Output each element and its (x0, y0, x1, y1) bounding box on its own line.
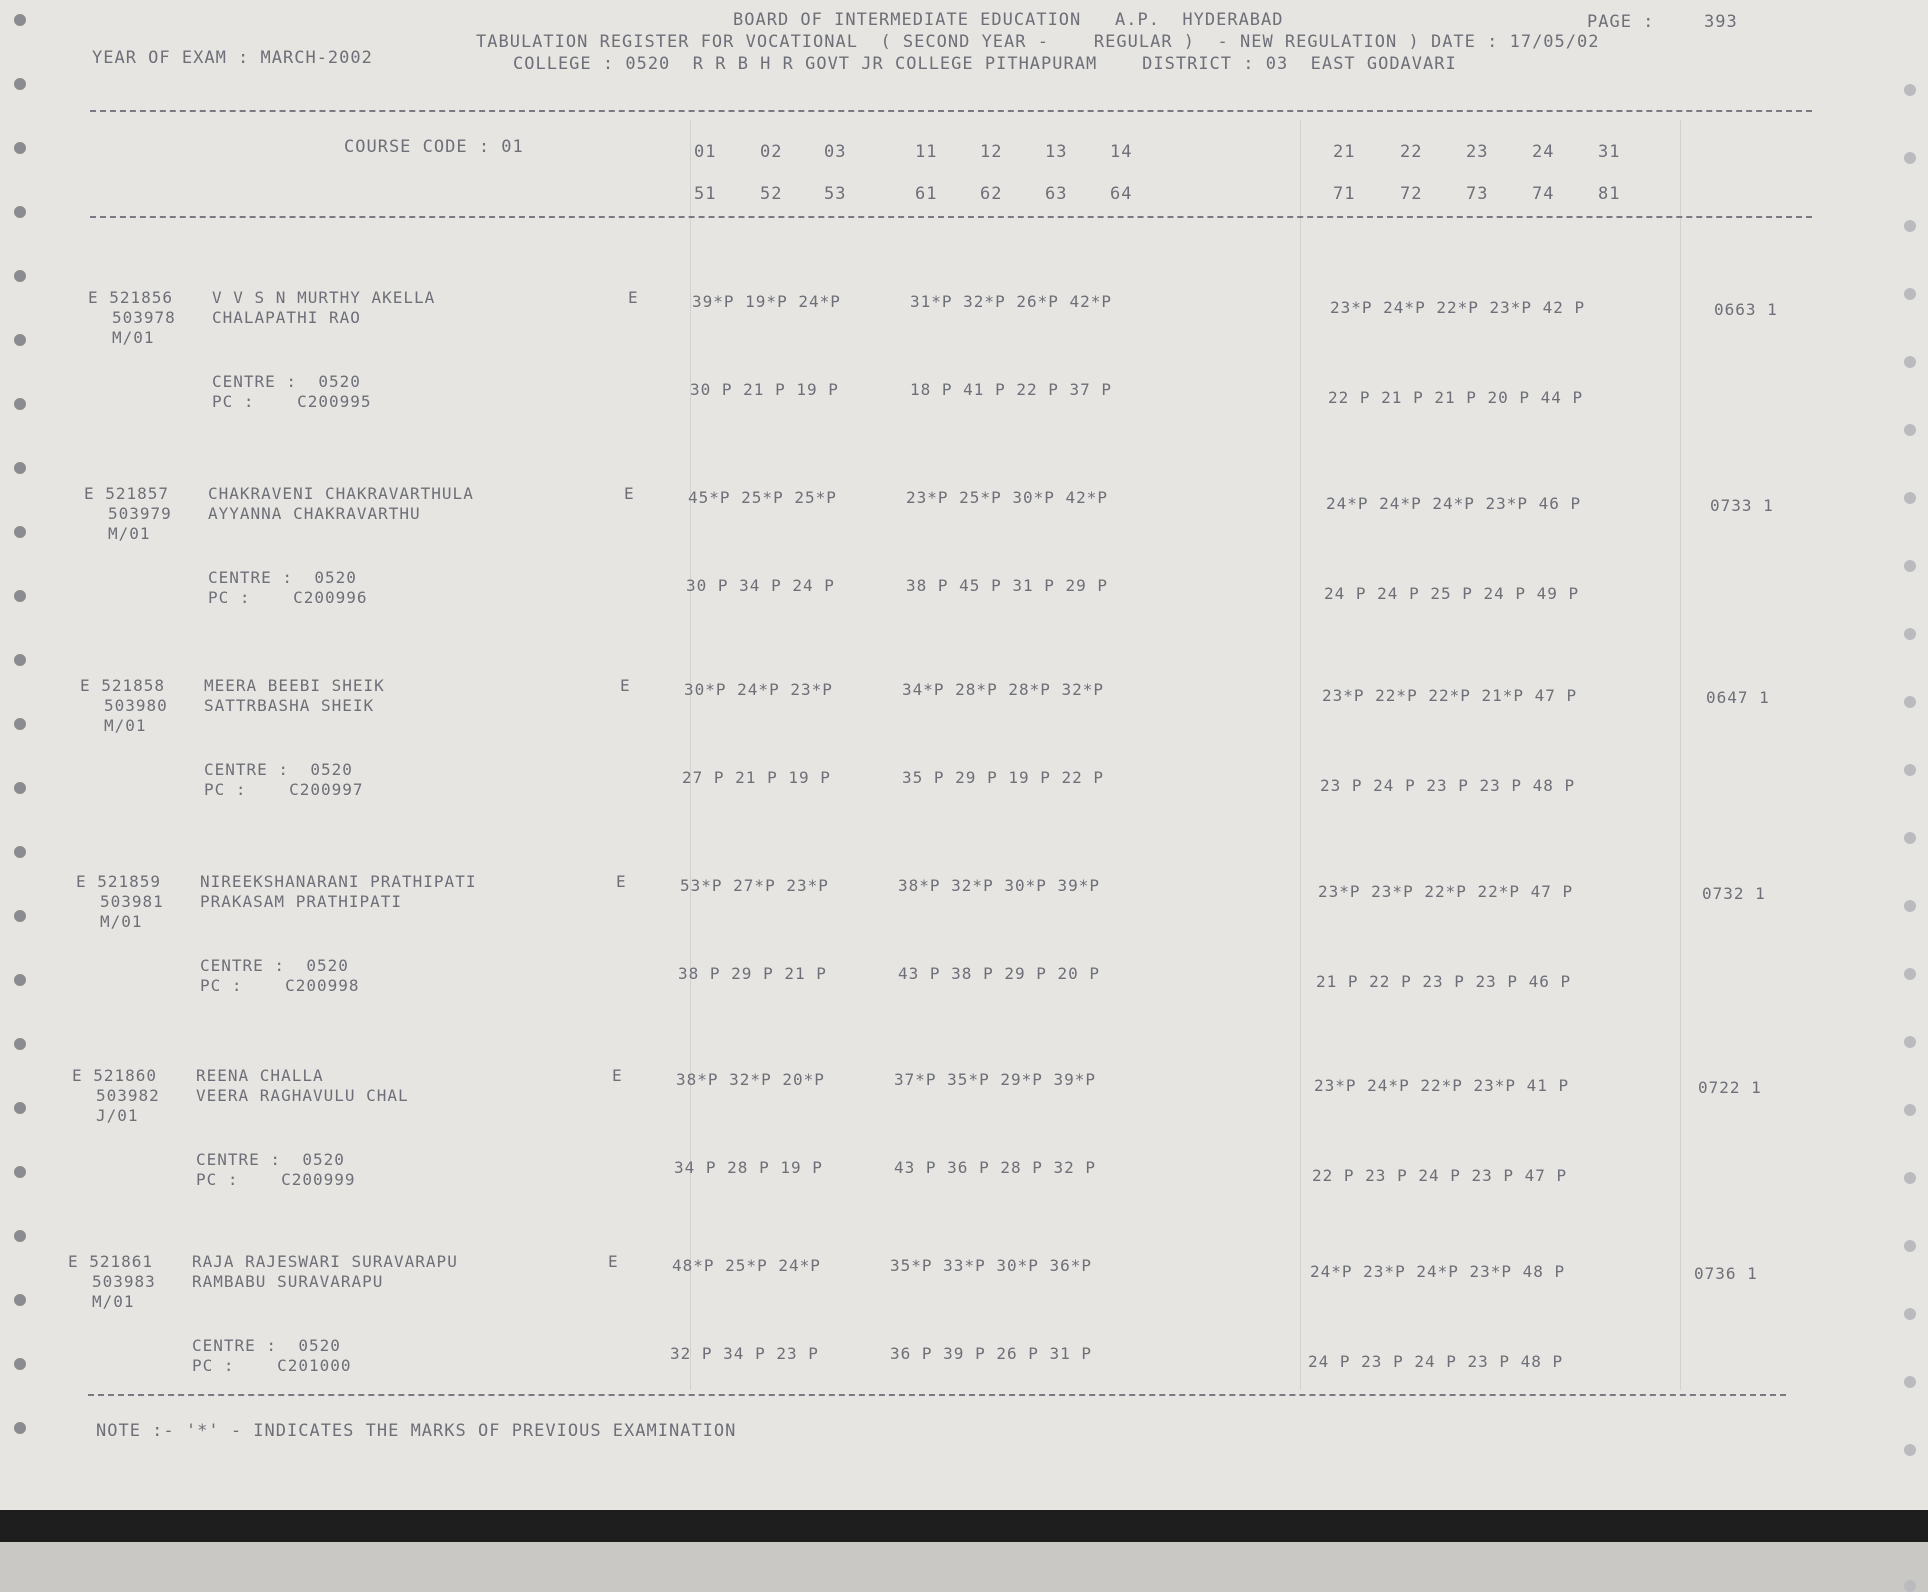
father-name: RAMBABU SURAVARAPU (192, 1272, 384, 1291)
course-code: 74 (1532, 184, 1555, 204)
marks-group-3-row-1: 23*P 24*P 22*P 23*P 42 P (1330, 298, 1586, 317)
feed-hole (1904, 628, 1916, 640)
year-of-exam: YEAR OF EXAM : MARCH-2002 (92, 48, 373, 68)
marks-group-3-row-2: 22 P 21 P 21 P 20 P 44 P (1328, 388, 1584, 407)
course-code: 14 (1110, 142, 1133, 162)
feed-hole (1904, 560, 1916, 572)
father-name: AYYANNA CHAKRAVARTHU (208, 504, 421, 523)
total-marks: 0732 1 (1702, 884, 1766, 903)
feed-hole (1904, 832, 1916, 844)
student-name: V V S N MURTHY AKELLA (212, 288, 436, 307)
student-id: E 521860 (72, 1066, 158, 1085)
feed-hole (1904, 424, 1916, 436)
column-rule (1680, 120, 1681, 1390)
marks-group-3-row-1: 23*P 24*P 22*P 23*P 41 P (1314, 1076, 1570, 1095)
marks-group-2-row-1: 35*P 33*P 30*P 36*P (890, 1256, 1093, 1275)
course-code: 23 (1466, 142, 1489, 162)
marks-group-3-row-1: 24*P 24*P 24*P 23*P 46 P (1326, 494, 1582, 513)
feed-hole (1904, 492, 1916, 504)
medium: E (628, 288, 639, 307)
feed-hole (1904, 288, 1916, 300)
marks-group-2-row-1: 37*P 35*P 29*P 39*P (894, 1070, 1097, 1089)
footer-note: NOTE :- '*' - INDICATES THE MARKS OF PREVIOUS EXAMINATION (96, 1421, 737, 1441)
page-number: 393 (1704, 12, 1738, 32)
total-marks: 0722 1 (1698, 1078, 1762, 1097)
registration-number: 503978 (112, 308, 176, 327)
footer-divider (88, 1394, 1786, 1396)
registration-number: 503980 (104, 696, 168, 715)
course-code: 53 (824, 184, 847, 204)
registration-number: 503981 (100, 892, 164, 911)
feed-hole (1904, 764, 1916, 776)
course-code: 12 (980, 142, 1003, 162)
student-id: E 521857 (84, 484, 170, 503)
course-code: 11 (915, 142, 938, 162)
feed-hole (14, 1038, 26, 1050)
feed-hole (1904, 1580, 1916, 1592)
feed-hole (14, 14, 26, 26)
marks-group-2-row-1: 38*P 32*P 30*P 39*P (898, 876, 1101, 895)
feed-hole (14, 654, 26, 666)
centre-code: CENTRE : 0520 (208, 568, 357, 587)
marks-group-3-row-1: 23*P 22*P 22*P 21*P 47 P (1322, 686, 1578, 705)
course-code: 62 (980, 184, 1003, 204)
group-code: M/01 (112, 328, 155, 347)
student-name: NIREEKSHANARANI PRATHIPATI (200, 872, 477, 891)
marks-group-1-row-1: 39*P 19*P 24*P (692, 292, 841, 311)
student-id: E 521858 (80, 676, 166, 695)
feed-hole (14, 718, 26, 730)
pc-code: PC : C200998 (200, 976, 360, 995)
marks-group-3-row-1: 24*P 23*P 24*P 23*P 48 P (1310, 1262, 1566, 1281)
feed-hole (1904, 1036, 1916, 1048)
feed-hole (14, 334, 26, 346)
binding-shadow (0, 1510, 1928, 1542)
father-name: CHALAPATHI RAO (212, 308, 361, 327)
marks-group-1-row-1: 48*P 25*P 24*P (672, 1256, 821, 1275)
course-code: 13 (1045, 142, 1068, 162)
marks-group-2-row-1: 31*P 32*P 26*P 42*P (910, 292, 1113, 311)
feed-hole (1904, 968, 1916, 980)
feed-hole (14, 462, 26, 474)
father-name: PRAKASAM PRATHIPATI (200, 892, 403, 911)
marks-group-2-row-1: 34*P 28*P 28*P 32*P (902, 680, 1105, 699)
student-id: E 521859 (76, 872, 162, 891)
course-code: 01 (694, 142, 717, 162)
medium: E (620, 676, 631, 695)
feed-hole (14, 270, 26, 282)
marks-group-2-row-2: 35 P 29 P 19 P 22 P (902, 768, 1105, 787)
column-rule (690, 120, 691, 1390)
feed-hole (1904, 900, 1916, 912)
course-code: 81 (1598, 184, 1621, 204)
marks-group-3-row-2: 24 P 24 P 25 P 24 P 49 P (1324, 584, 1580, 603)
feed-hole (14, 782, 26, 794)
student-name: RAJA RAJESWARI SURAVARAPU (192, 1252, 458, 1271)
course-code: 72 (1400, 184, 1423, 204)
marks-group-2-row-1: 23*P 25*P 30*P 42*P (906, 488, 1109, 507)
tractor-feed-left (6, 0, 36, 1510)
marks-group-1-row-2: 30 P 21 P 19 P (690, 380, 839, 399)
page-label: PAGE : (1587, 12, 1655, 32)
marks-group-1-row-2: 38 P 29 P 21 P (678, 964, 827, 983)
student-id: E 521856 (88, 288, 174, 307)
feed-hole (1904, 1308, 1916, 1320)
centre-code: CENTRE : 0520 (212, 372, 361, 391)
marks-group-2-row-2: 36 P 39 P 26 P 31 P (890, 1344, 1093, 1363)
centre-code: CENTRE : 0520 (192, 1336, 341, 1355)
student-name: CHAKRAVENI CHAKRAVARTHULA (208, 484, 474, 503)
course-code: 61 (915, 184, 938, 204)
course-code: 63 (1045, 184, 1068, 204)
pc-code: PC : C200995 (212, 392, 372, 411)
pc-code: PC : C200997 (204, 780, 364, 799)
pc-code: PC : C200996 (208, 588, 368, 607)
medium: E (616, 872, 627, 891)
feed-hole (14, 974, 26, 986)
father-name: VEERA RAGHAVULU CHAL (196, 1086, 409, 1105)
column-rule (1300, 120, 1301, 1390)
total-marks: 0736 1 (1694, 1264, 1758, 1283)
group-code: M/01 (108, 524, 151, 543)
feed-hole (1904, 152, 1916, 164)
feed-hole (1904, 220, 1916, 232)
total-marks: 0733 1 (1710, 496, 1774, 515)
feed-hole (14, 78, 26, 90)
medium: E (624, 484, 635, 503)
student-name: MEERA BEEBI SHEIK (204, 676, 385, 695)
centre-code: CENTRE : 0520 (204, 760, 353, 779)
course-code: 71 (1333, 184, 1356, 204)
marks-group-1-row-1: 38*P 32*P 20*P (676, 1070, 825, 1089)
course-code: 64 (1110, 184, 1133, 204)
marks-group-1-row-2: 34 P 28 P 19 P (674, 1158, 823, 1177)
course-code: 52 (760, 184, 783, 204)
marks-group-3-row-2: 21 P 22 P 23 P 23 P 46 P (1316, 972, 1572, 991)
feed-hole (14, 846, 26, 858)
feed-hole (14, 590, 26, 602)
header-divider (90, 110, 1812, 112)
student-id: E 521861 (68, 1252, 154, 1271)
course-code: 24 (1532, 142, 1555, 162)
registration-number: 503983 (92, 1272, 156, 1291)
feed-hole (1904, 356, 1916, 368)
feed-hole (1904, 696, 1916, 708)
feed-hole (14, 526, 26, 538)
feed-hole (14, 1102, 26, 1114)
feed-hole (14, 910, 26, 922)
tractor-feed-right (1896, 0, 1926, 1510)
marks-group-1-row-2: 30 P 34 P 24 P (686, 576, 835, 595)
course-code: 31 (1598, 142, 1621, 162)
group-code: M/01 (92, 1292, 135, 1311)
board-title: BOARD OF INTERMEDIATE EDUCATION A.P. HYDERABAD (733, 10, 1284, 30)
feed-hole (1904, 1444, 1916, 1456)
feed-hole (1904, 1240, 1916, 1252)
course-code-label: COURSE CODE : 01 (344, 137, 524, 157)
student-name: REENA CHALLA (196, 1066, 324, 1085)
feed-hole (14, 1294, 26, 1306)
feed-hole (14, 1358, 26, 1370)
register-title: TABULATION REGISTER FOR VOCATIONAL ( SECOND YEAR - REGULAR ) - NEW REGULATION ) DATE : 17/05/02 (476, 32, 1600, 52)
college-line: COLLEGE : 0520 R R B H R GOVT JR COLLEGE PITHAPURAM DISTRICT : 03 EAST GODAVARI (513, 54, 1457, 74)
marks-group-1-row-2: 32 P 34 P 23 P (670, 1344, 819, 1363)
group-code: J/01 (96, 1106, 139, 1125)
feed-hole (14, 1230, 26, 1242)
marks-group-2-row-2: 43 P 38 P 29 P 20 P (898, 964, 1101, 983)
marks-group-3-row-2: 22 P 23 P 24 P 23 P 47 P (1312, 1166, 1568, 1185)
course-code: 03 (824, 142, 847, 162)
course-code: 22 (1400, 142, 1423, 162)
centre-code: CENTRE : 0520 (196, 1150, 345, 1169)
feed-hole (1904, 1104, 1916, 1116)
group-code: M/01 (104, 716, 147, 735)
marks-group-2-row-2: 43 P 36 P 28 P 32 P (894, 1158, 1097, 1177)
feed-hole (14, 1166, 26, 1178)
marks-group-1-row-1: 45*P 25*P 25*P (688, 488, 837, 507)
total-marks: 0647 1 (1706, 688, 1770, 707)
medium: E (608, 1252, 619, 1271)
marks-group-1-row-1: 53*P 27*P 23*P (680, 876, 829, 895)
pc-code: PC : C200999 (196, 1170, 356, 1189)
medium: E (612, 1066, 623, 1085)
marks-group-3-row-2: 23 P 24 P 23 P 23 P 48 P (1320, 776, 1576, 795)
pc-code: PC : C201000 (192, 1356, 352, 1375)
centre-code: CENTRE : 0520 (200, 956, 349, 975)
registration-number: 503982 (96, 1086, 160, 1105)
marks-group-1-row-1: 30*P 24*P 23*P (684, 680, 833, 699)
feed-hole (14, 1422, 26, 1434)
course-code: 21 (1333, 142, 1356, 162)
course-code: 51 (694, 184, 717, 204)
feed-hole (1904, 84, 1916, 96)
marks-group-2-row-2: 38 P 45 P 31 P 29 P (906, 576, 1109, 595)
marks-group-2-row-2: 18 P 41 P 22 P 37 P (910, 380, 1113, 399)
father-name: SATTRBASHA SHEIK (204, 696, 375, 715)
total-marks: 0663 1 (1714, 300, 1778, 319)
registration-number: 503979 (108, 504, 172, 523)
marks-group-3-row-2: 24 P 23 P 24 P 23 P 48 P (1308, 1352, 1564, 1371)
course-code: 02 (760, 142, 783, 162)
course-code: 73 (1466, 184, 1489, 204)
marks-group-3-row-1: 23*P 23*P 22*P 22*P 47 P (1318, 882, 1574, 901)
feed-hole (1904, 1376, 1916, 1388)
feed-hole (1904, 1172, 1916, 1184)
feed-hole (14, 142, 26, 154)
feed-hole (14, 206, 26, 218)
marks-group-1-row-2: 27 P 21 P 19 P (682, 768, 831, 787)
feed-hole (14, 398, 26, 410)
group-code: M/01 (100, 912, 143, 931)
course-divider (90, 216, 1812, 218)
